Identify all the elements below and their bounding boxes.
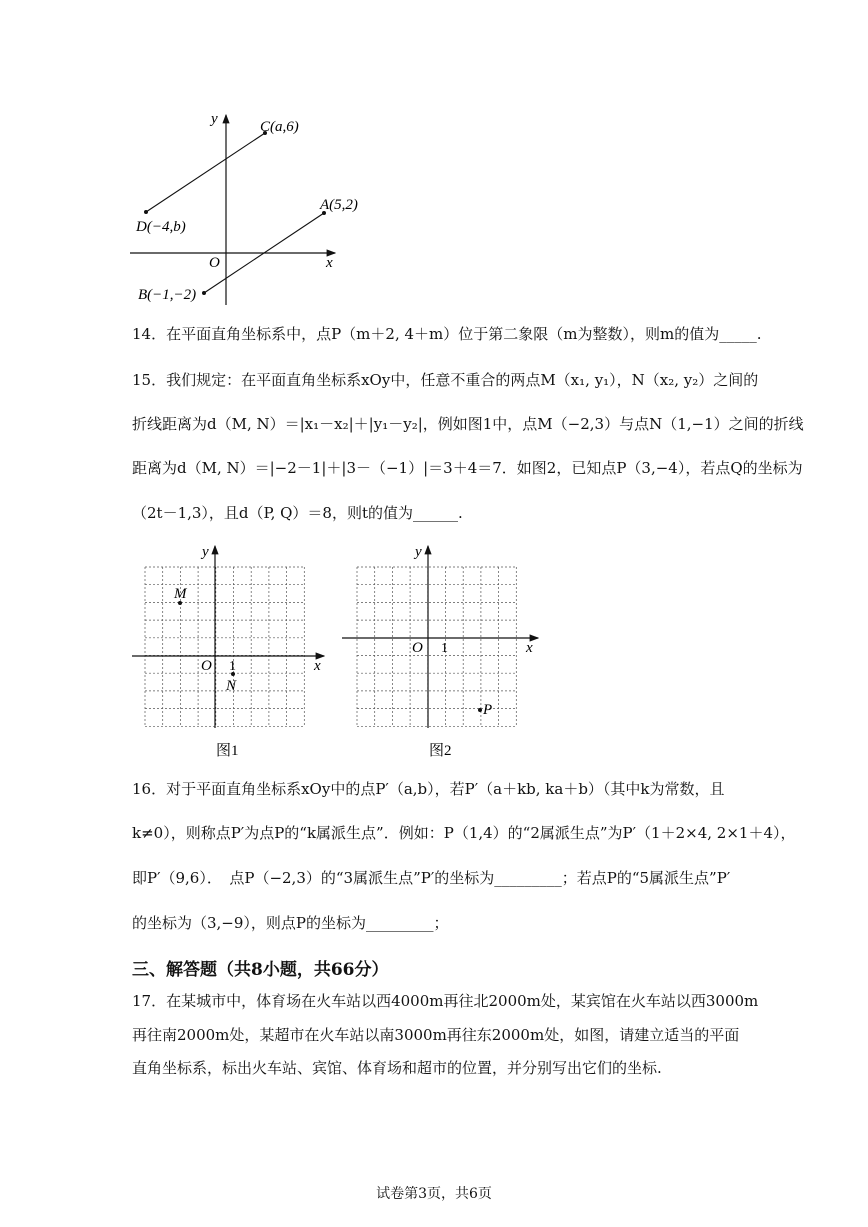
question-15-line-4 — [132, 503, 463, 523]
question-16-text-3: 即P′（9,6）． 点P（−2,3）的“3属派生点”P′的坐标为_________；若点P的“5属派生点”P′ — [132, 869, 731, 887]
y-axis-label-2: y — [415, 544, 422, 560]
origin-label-2: O — [412, 640, 423, 656]
question-16-line-2 — [132, 823, 795, 843]
question-15-text-1: 15．我们规定：在平面直角坐标系xOy中，任意不重合的两点M（x₁, y₁），N（x₂, y₂）之间的 — [132, 371, 759, 389]
question-15-text-3: 距离为d（M, N）＝|−2－1|＋|3－（−1）|＝3＋4＝7．如图2，已知点P（3,−4），若点Q的坐标为 — [132, 459, 803, 477]
question-17-line-1 — [132, 991, 758, 1011]
question-14 — [132, 324, 761, 344]
tick-label-1: 1 — [229, 659, 236, 674]
section-3-heading-text: 三、解答题（共8小题，共66分） — [132, 960, 389, 980]
point-p-dot — [478, 708, 482, 712]
section-3-heading — [132, 955, 389, 980]
question-16-text-4: 的坐标为（3,−9），则点P的坐标为_________； — [132, 914, 449, 932]
coordinate-figure-q13 — [120, 105, 380, 315]
question-15-line-1 — [132, 370, 758, 390]
point-b-label: B(−1,−2) — [138, 287, 197, 303]
point-m-label: M — [174, 586, 187, 602]
grid-figure-2 — [338, 542, 543, 764]
question-16-line-1 — [132, 779, 725, 799]
point-p-label: P — [483, 702, 493, 718]
grid-figure-1 — [128, 542, 328, 764]
segment-cd — [146, 133, 265, 212]
question-15-text-2: 折线距离为d（M, N）＝|x₁－x₂|＋|y₁－y₂|，例如图1中，点M（−2,3）与点N（1,−1）之间的折线 — [132, 415, 804, 433]
y-axis-label: y — [211, 111, 218, 127]
figure-2-caption: 图2 — [429, 743, 452, 759]
figure-1-caption: 图1 — [216, 743, 239, 759]
point-c-label: C(a,6) — [260, 119, 299, 135]
question-16-line-3 — [132, 868, 730, 888]
question-17-line-3 — [132, 1058, 662, 1078]
origin-label: O — [209, 255, 220, 271]
question-17-line-2 — [132, 1025, 739, 1045]
point-a-label: A(5,2) — [320, 197, 358, 213]
question-15-text-4: （2t－1,3），且d（P, Q）＝8，则t的值为______. — [132, 504, 463, 522]
question-14-text: 14．在平面直角坐标系中，点P（m＋2, 4＋m）位于第二象限（m为整数），则m的值为_____. — [132, 325, 762, 343]
question-17-text-1: 17．在某城市中，体育场在火车站以西4000m再往北2000m处，某宾馆在火车站以西3000m — [132, 992, 759, 1010]
tick-label-2: 1 — [441, 641, 448, 656]
point-d-dot — [144, 210, 148, 214]
y-axis-label-1: y — [202, 544, 209, 560]
question-17-text-2: 再往南2000m处，某超市在火车站以南3000m再往东2000m处，如图，请建立适当的平面 — [132, 1026, 740, 1044]
point-d-label: D(−4,b) — [136, 219, 186, 235]
question-16-text-2: k≠0），则称点P′为点P的“k属派生点”．例如：P（1,4）的“2属派生点”为P′（1＋2×4, 2×1＋4）， — [132, 824, 796, 842]
question-15-line-2 — [132, 414, 804, 434]
question-16-text-1: 16．对于平面直角坐标系xOy中的点P′（a,b），若P′（a＋kb, ka＋b）（其中k为常数，且 — [132, 780, 725, 798]
question-17-text-3: 直角坐标系，标出火车站、宾馆、体育场和超市的位置，并分别写出它们的坐标. — [132, 1059, 662, 1077]
point-n-label: N — [226, 678, 237, 694]
point-b-dot — [202, 291, 206, 295]
x-axis-label: x — [326, 255, 333, 271]
x-axis-label-2: x — [526, 640, 533, 656]
question-15-line-3 — [132, 458, 803, 478]
grid-lines-1 — [145, 567, 304, 726]
origin-label-1: O — [201, 658, 212, 674]
page-footer — [0, 1183, 868, 1203]
grid-lines-2 — [357, 567, 516, 726]
page-number: 试卷第3页，共6页 — [376, 1186, 492, 1202]
question-16-line-4 — [132, 913, 449, 933]
x-axis-label-1: x — [314, 658, 321, 674]
